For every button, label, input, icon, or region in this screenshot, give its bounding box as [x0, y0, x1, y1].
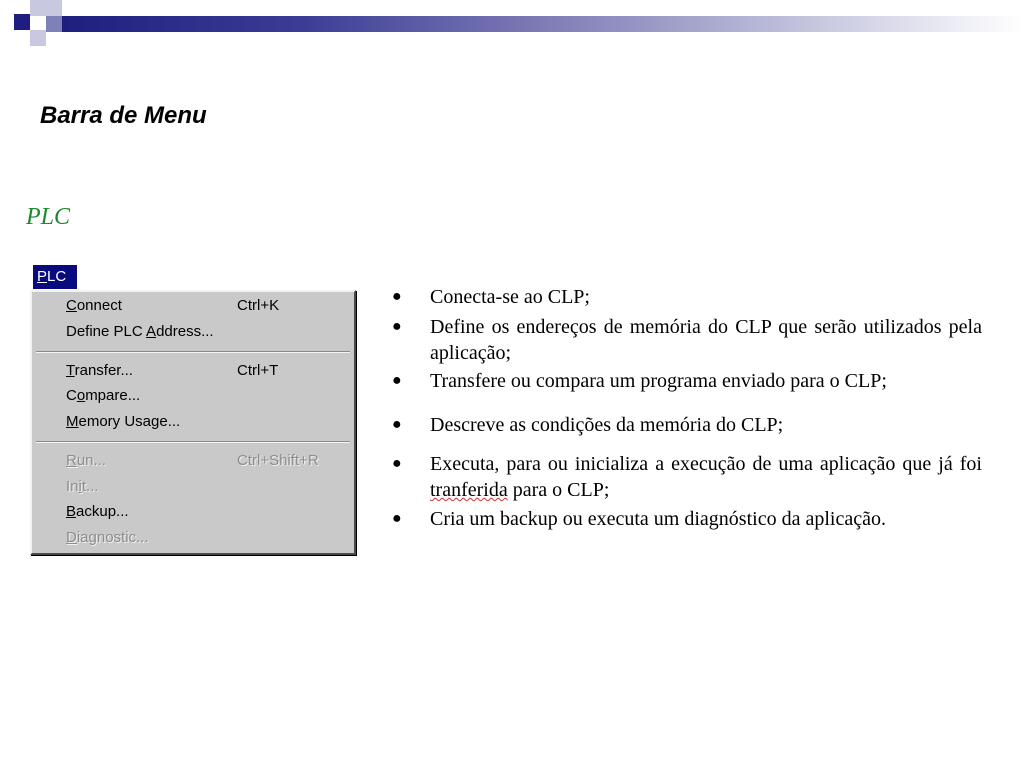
label-rest: un...	[76, 452, 107, 469]
mnemonic: T	[66, 362, 75, 379]
mnemonic: A	[146, 323, 157, 340]
bullet-text-pre: Executa, para ou inicializa a execução de uma aplicação que já foi	[430, 453, 982, 475]
mnemonic: D	[66, 529, 77, 546]
slide-title: Barra de Menu	[40, 102, 207, 129]
label-rest: t...	[81, 478, 99, 495]
bullet-text: Descreve as condições da memória do CLP;	[430, 414, 784, 436]
bullet-text: Conecta-se ao CLP;	[430, 286, 590, 308]
bullet-text: Define os endereços de memória do CLP que serão utilizados pela aplicação;	[430, 316, 982, 364]
menu-item-init	[66, 478, 99, 495]
shortcut-run: Ctrl+Shift+R	[237, 452, 319, 469]
banner-square-light	[30, 30, 46, 46]
bullet-icon: ●	[392, 455, 402, 472]
bullet-icon: ●	[392, 416, 402, 433]
bullet-icon: ●	[392, 372, 402, 389]
label-rest: ackup...	[76, 503, 129, 520]
menu-title-rest: LC	[47, 268, 67, 285]
label-rest: ransfer...	[74, 362, 133, 379]
mnemonic: B	[66, 503, 77, 520]
menu-item-transfer[interactable]	[66, 362, 133, 379]
mnemonic: o	[76, 387, 86, 404]
banner-square-light	[46, 0, 62, 16]
menu-title-plc[interactable]	[33, 265, 77, 289]
menu-separator	[36, 441, 350, 443]
label-pre: C	[66, 387, 77, 404]
title-banner	[0, 0, 1024, 48]
menu-item-diagnostic	[66, 529, 149, 546]
banner-square-dark	[14, 14, 30, 30]
mnemonic: M	[66, 413, 79, 430]
mnemonic: C	[66, 297, 77, 314]
bullet-text: Transfere ou compara um programa enviado para o CLP;	[430, 370, 887, 392]
label-pre: Define PLC	[66, 323, 147, 340]
label-rest: ddress...	[156, 323, 214, 340]
bullet-text-post: para o CLP;	[507, 479, 610, 501]
menu-item-compare[interactable]	[66, 387, 140, 404]
shortcut-connect: Ctrl+K	[237, 297, 280, 314]
menu-item-memory-usage[interactable]	[66, 413, 180, 430]
plc-dropdown-menu	[30, 290, 356, 555]
banner-square-light	[30, 0, 46, 16]
menu-item-backup[interactable]	[66, 503, 129, 520]
bullet-icon: ●	[392, 510, 402, 527]
label-rest: iagnostic...	[76, 529, 149, 546]
bullet-icon: ●	[392, 288, 402, 305]
section-label: PLC	[26, 204, 71, 230]
banner-square-mid	[46, 16, 62, 32]
menu-item-connect[interactable]	[66, 297, 122, 314]
spelling-flagged-word: tranferida	[430, 479, 508, 501]
shortcut-transfer: Ctrl+T	[237, 362, 279, 379]
bullet-text	[430, 451, 982, 503]
banner-gradient-bar	[62, 16, 1024, 32]
menu-item-define-plc-address[interactable]	[66, 323, 214, 340]
bullet-icon: ●	[392, 318, 402, 335]
menu-item-run	[66, 452, 106, 469]
label-rest: mpare...	[85, 387, 141, 404]
menu-separator	[36, 351, 350, 353]
label-rest: emory Usage...	[78, 413, 181, 430]
mnemonic: i	[78, 478, 82, 495]
mnemonic: R	[66, 452, 77, 469]
bullet-text: Cria um backup ou executa um diagnóstico da aplicação.	[430, 508, 886, 530]
label-pre: In	[66, 478, 79, 495]
menu-title-mnemonic: P	[37, 268, 48, 285]
label-rest: onnect	[76, 297, 122, 314]
